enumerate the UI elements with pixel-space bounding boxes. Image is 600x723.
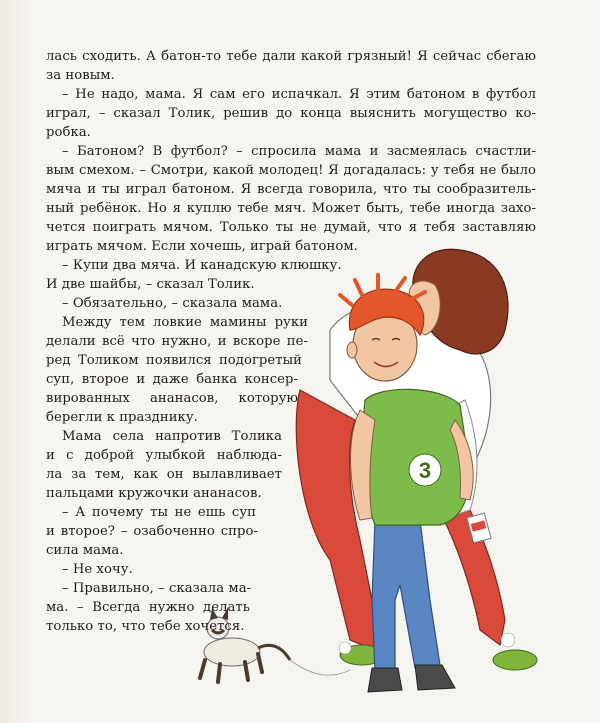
- text-line: играл, – сказал Толик, решив до конца выяснить могущество ко-: [46, 106, 536, 121]
- text-line: ла за тем, как он вылавливает: [46, 467, 282, 482]
- text-line: и второе? – озабоченно спро-: [46, 524, 258, 539]
- text-line: вым смехом. – Смотри, какой молодец! Я догадалась: у тебя не было: [46, 163, 536, 178]
- text-line: И две шайбы, – сказал Толик.: [46, 277, 255, 292]
- text-line: Мама села напротив Толика: [62, 429, 282, 444]
- text-line: сила мама.: [46, 543, 124, 558]
- text-line: робка.: [46, 125, 91, 140]
- text-line: играть мячом. Если хочешь, играй батоном.: [46, 239, 358, 254]
- text-line: – Не надо, мама. Я сам его испачкал. Я этим батоном в футбол: [62, 87, 536, 102]
- text-line: – Не хочу.: [62, 562, 133, 577]
- text-line: – Купи два мяча. И канадскую клюшку.: [62, 258, 342, 273]
- text-line: – Обязательно, – сказала мама.: [62, 296, 283, 311]
- text-line: – Правильно, – сказала ма-: [62, 581, 252, 596]
- text-line: за новым.: [46, 68, 115, 83]
- text-line: ма. – Всегда нужно делать: [46, 600, 250, 615]
- text-line: делали всё что нужно, и вскоре пе-: [46, 334, 308, 349]
- text-line: ный ребёнок. Но я куплю тебе мяч. Может быть, тебе иногда захо-: [46, 201, 536, 216]
- shirt-number: 3: [418, 458, 432, 483]
- text-line: берегли к празднику.: [46, 410, 198, 425]
- text-line: только то, что тебе хочется.: [46, 619, 245, 634]
- text-line: пальцами кружочки ананасов.: [46, 486, 262, 501]
- text-line: ред Толиком появился подогретый: [46, 353, 302, 368]
- text-line: Между тем ловкие мамины руки: [62, 315, 308, 330]
- text-line: и с доброй улыбкой наблюда-: [46, 448, 282, 463]
- text-line: чется поиграть мячом. Только ты не думай, что я тебя заставляю: [46, 220, 536, 235]
- text-line: – А почему ты не ешь суп: [62, 505, 256, 520]
- text-line: суп, второе и даже банка консер-: [46, 372, 298, 387]
- text-line: вированных ананасов, которую: [46, 391, 298, 406]
- text-line: – Батоном? В футбол? – спросила мама и засмеялась счастли-: [62, 144, 536, 159]
- text-line: лась сходить. А батон-то тебе дали какой грязный! Я сейчас сбегаю: [46, 49, 536, 64]
- text-line: мяча и ты играл батоном. Я всегда говорила, что ты сообразитель-: [46, 182, 536, 197]
